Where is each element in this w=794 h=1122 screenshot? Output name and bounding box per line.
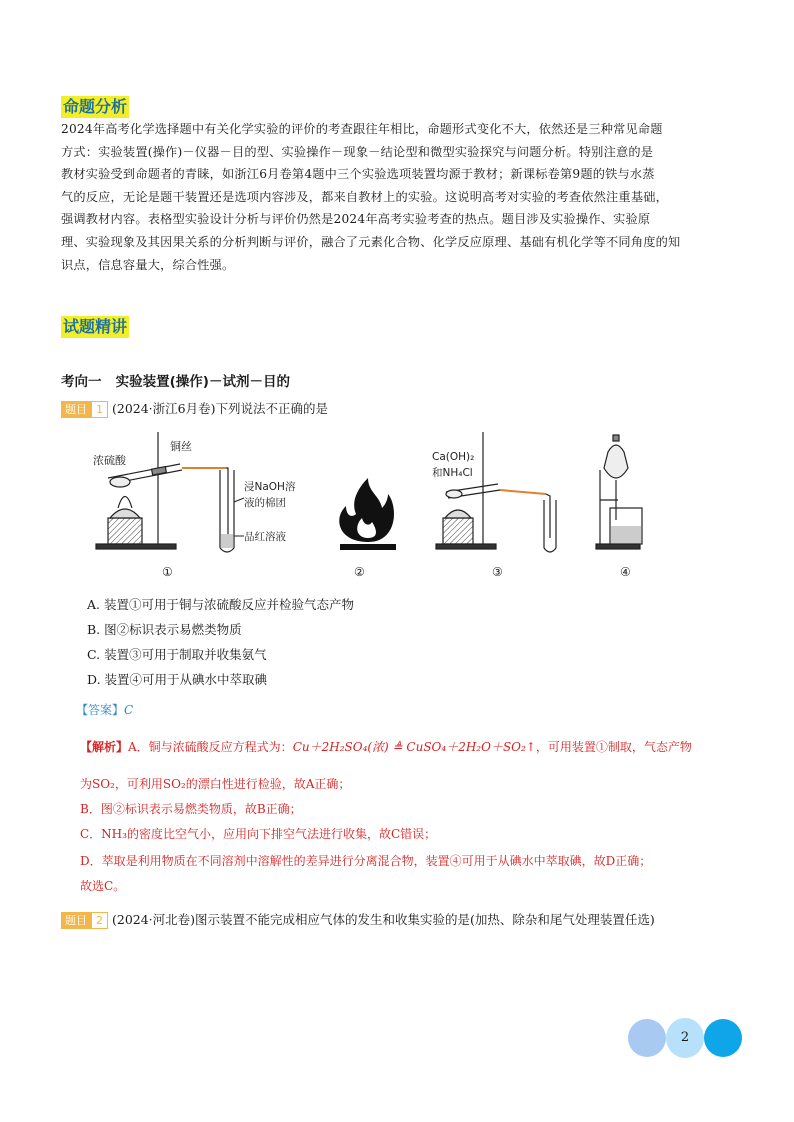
question-stem: 下列说法不正确的是 <box>215 401 328 416</box>
analysis-line: 方式：实验装置(操作)－仪器－目的型、实验操作－现象－结论型和微型实验探究与问题分析。特别注意的是 <box>61 144 654 159</box>
caption-1: ① <box>162 565 173 579</box>
analysis-line: 理、实验现象及其因果关系的分析判断与评价，融合了元素化合物、化学反应原理、基础有机化学等不同角度的知 <box>61 234 681 249</box>
analysis-b-line: B．图②标识表示易燃类物质，故B正确； <box>80 802 302 816</box>
answer-value: C <box>124 703 134 717</box>
caption-3: ③ <box>492 565 503 579</box>
apparatus-figure <box>88 430 668 580</box>
question-source: (2024·浙江6月卷) <box>111 401 216 416</box>
label-nh4cl: 和NH₄Cl <box>432 467 473 479</box>
label-naoh-1: 浸NaOH溶 <box>244 481 296 493</box>
label-copper-wire: 铜丝 <box>170 440 192 453</box>
flammable-icon <box>339 478 396 550</box>
question-number: 1 <box>91 401 108 418</box>
question-2-header <box>61 910 655 929</box>
direction-text: 实验装置(操作)－试剂－目的 <box>115 374 290 390</box>
analysis-d-line: D．萃取是利用物质在不同溶剂中溶解性的差异进行分离混合物，装置④可用于从碘水中萃取碘，故D正确； <box>80 854 652 868</box>
apparatus-3 <box>436 432 556 552</box>
analysis-line: 教材实验受到命题者的青睐，如浙江6月卷第4题中三个实验选项装置均源于教材；新课标卷第9题的铁与水蒸 <box>61 167 655 182</box>
direction-heading <box>61 370 290 390</box>
analysis-a-line-2: 为SO₂，可利用SO₂的漂白性进行检验，故A正确； <box>80 777 351 791</box>
label-naoh-2: 液的棉团 <box>244 497 286 509</box>
analysis-line: 识点，信息容量大，综合性强。 <box>61 257 235 272</box>
page-number-badge <box>628 1018 742 1058</box>
analysis-title: 命题分析 <box>63 97 128 116</box>
label-magenta: 品红溶液 <box>244 531 286 543</box>
label-conc-acid: 浓硫酸 <box>93 454 126 467</box>
question-tag: 题目 <box>61 401 91 418</box>
analysis-line: 气的反应，无论是题干装置还是选项内容涉及，都来自教材上的实验。这说明高考对实验的考查依然注重基础， <box>61 189 668 204</box>
answer-line <box>76 701 133 718</box>
analysis-paragraph <box>61 118 737 276</box>
question-number: 2 <box>91 912 108 929</box>
conclusion-line: 故选C。 <box>80 879 126 893</box>
apparatus-1 <box>96 432 234 552</box>
option-a: A. 装置①可用于铜与浓硫酸反应并检验气态产物 <box>87 597 354 612</box>
badge-circle-left <box>628 1019 666 1057</box>
direction-label: 考向一 <box>61 374 102 390</box>
option-c: C. 装置③可用于制取并收集氨气 <box>87 647 267 662</box>
answer-label: 【答案】 <box>76 703 125 717</box>
caption-2: ② <box>354 565 365 579</box>
analysis-a-suffix: ，可用装置①制取，气态产物 <box>535 740 692 754</box>
analysis-line: 2024年高考化学选择题中有关化学实验的评价的考查跟往年相比，命题形式变化不大，依然还是三种常见命题 <box>61 122 663 136</box>
page-number: 2 <box>680 1030 690 1045</box>
apparatus-4 <box>596 435 642 549</box>
option-d: D. 装置④可用于从碘水中萃取碘 <box>87 672 268 687</box>
analysis-label: 【解析】 <box>80 740 129 754</box>
question-stem: 图示装置不能完成相应气体的发生和收集实验的是(加热、除杂和尾气处理装置任选) <box>195 912 655 927</box>
question-source: (2024·河北卷) <box>111 912 196 927</box>
badge-circle-right <box>704 1019 742 1057</box>
analysis-a-prefix: A．铜与浓硫酸反应方程式为： <box>128 740 293 754</box>
analysis-a-line <box>80 739 750 755</box>
label-caoh2: Ca(OH)₂ <box>432 451 475 463</box>
question-tag: 题目 <box>61 912 91 929</box>
analysis-line: 强调教材内容。表格型实验设计分析与评价仍然是2024年高考实验考查的热点。题目涉及实验操作、实验原 <box>61 212 651 227</box>
question-1-header <box>61 399 328 418</box>
reaction-equation: Cu＋2H₂SO₄(浓) ≜ CuSO₄＋2H₂O＋SO₂↑ <box>292 740 536 754</box>
option-b: B. 图②标识表示易燃类物质 <box>87 622 242 637</box>
caption-4: ④ <box>620 565 631 579</box>
lecture-title: 试题精讲 <box>63 317 128 336</box>
analysis-c-line: C．NH₃的密度比空气小，应用向下排空气法进行收集，故C错误； <box>80 827 437 841</box>
